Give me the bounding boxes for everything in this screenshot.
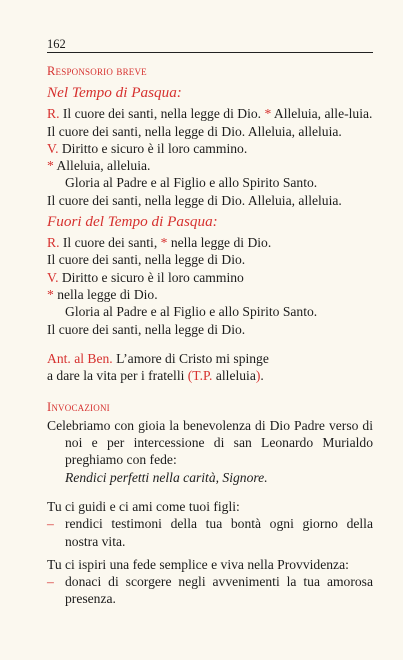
invocation-response: – donaci di scorgere negli avvenimenti la tua amorosa presenza.: [47, 574, 373, 607]
page-header: [47, 36, 373, 53]
star-marker: *: [47, 158, 54, 174]
invocation-response: – rendici testimoni della tua bontà ogni giorno della nostra vita.: [47, 516, 373, 549]
outside-verse-response: * nella legge di Dio.: [47, 286, 158, 302]
dash-marker: –: [47, 516, 54, 532]
outside-verse: V. Diritto e sicuro è il loro cammino: [47, 269, 244, 285]
r-marker: R.: [47, 106, 60, 122]
antiphon-label: Ant. al Ben.: [47, 350, 113, 366]
easter-response: R. Il cuore dei santi, nella legge di Dio. * Alleluia, alle-luia.: [47, 106, 373, 122]
outside-final: Il cuore dei santi, nella legge di Dio.: [47, 321, 246, 337]
v-marker: V.: [47, 269, 59, 285]
easter-verse: V. Diritto e sicuro è il loro cammino.: [47, 140, 248, 156]
invocazioni-intro: Celebriamo con gioia la benevolenza di Dio Padre verso di noi e per intercessione di san Leonardo Murialdo preghiamo con fede: Rendici perfetti nella carità, Signore.: [47, 417, 373, 485]
easter-gloria: Gloria al Padre e al Figlio e allo Spirito Santo.: [65, 175, 318, 191]
easter-title: Nel Tempo di Pasqua:: [47, 84, 182, 102]
star-marker: *: [264, 106, 272, 122]
outside-repeat: Il cuore dei santi, nella legge di Dio.: [47, 252, 246, 268]
easter-verse-response: * Alleluia, alleluia.: [47, 158, 151, 174]
easter-repeat: Il cuore dei santi, nella legge di Dio. Alleluia, alleluia.: [47, 123, 342, 139]
easter-final: Il cuore dei santi, nella legge di Dio. Alleluia, alleluia.: [47, 192, 342, 208]
responsorio-heading: Responsorio breve: [47, 64, 147, 78]
outside-title: Fuori del Tempo di Pasqua:: [47, 213, 218, 231]
antiphon: Ant. al Ben. L’amore di Cristo mi spinge a dare la vita per i fratelli (T.P. alleluia).: [47, 350, 269, 384]
page-content: [47, 63, 373, 608]
page-number: 162: [47, 37, 66, 51]
star-marker: *: [47, 286, 54, 302]
outside-gloria: Gloria al Padre e al Figlio e allo Spirito Santo.: [65, 304, 318, 320]
invocazioni-heading: Invocazioni: [47, 400, 110, 415]
outside-response: R. Il cuore dei santi, * nella legge di Dio.: [47, 235, 272, 251]
invocation-call: Tu ci ispiri una fede semplice e viva nella Provvidenza:: [47, 556, 349, 572]
invocation-call: Tu ci guidi e ci ami come tuoi figli:: [47, 498, 240, 514]
antiphon-text: L’amore di Cristo mi spinge: [112, 350, 269, 366]
invocazioni-response: Rendici perfetti nella carità, Signore.: [65, 469, 268, 485]
r-marker: R.: [47, 235, 60, 251]
tp-marker: (T.P.: [187, 368, 213, 384]
v-marker: V.: [47, 140, 59, 156]
dash-marker: –: [47, 574, 54, 590]
star-marker: *: [160, 235, 168, 251]
